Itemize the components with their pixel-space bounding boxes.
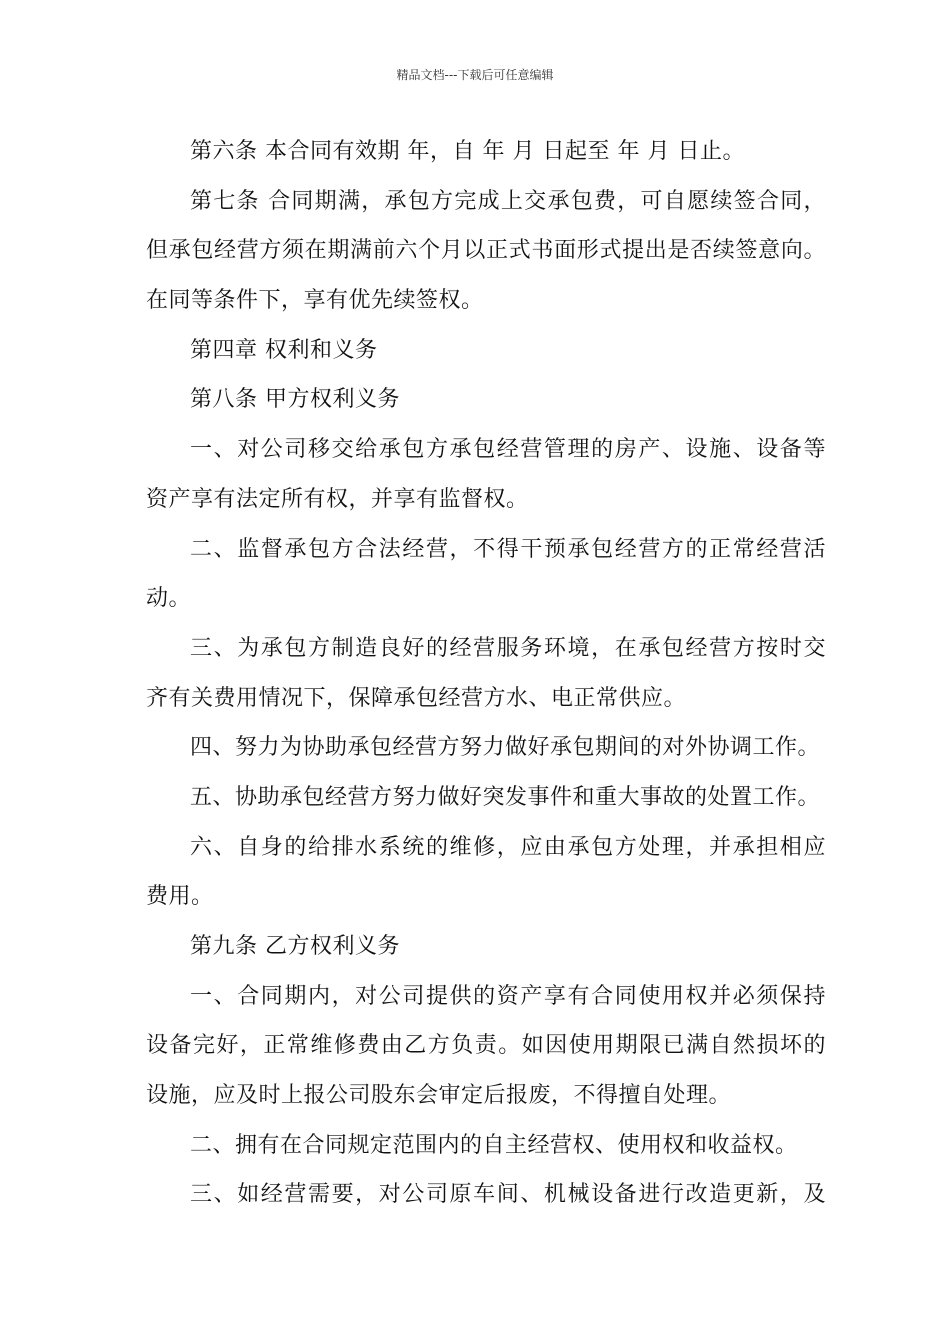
text-line: 资产享有法定所有权，并享有监督权。 xyxy=(146,486,529,512)
text-line: 三、如经营需要，对公司原车间、机械设备进行改造更新，及 xyxy=(190,1182,826,1208)
text-line: 二、监督承包方合法经营，不得干预承包经营方的正常经营活 xyxy=(190,536,826,562)
text-line: 六、自身的给排水系统的维修，应由承包方处理，并承担相应 xyxy=(190,834,826,860)
text-line: 一、对公司移交给承包方承包经营管理的房产、设施、设备等 xyxy=(190,437,826,463)
text-line: 齐有关费用情况下，保障承包经营方水、电正常供应。 xyxy=(146,685,687,711)
article-heading: 第九条 乙方权利义务 xyxy=(190,934,400,959)
page-header: 精品文档---下载后可任意编辑 xyxy=(396,68,554,82)
document-body xyxy=(146,127,826,1220)
text-line: 三、为承包方制造良好的经营服务环境，在承包经营方按时交 xyxy=(190,635,826,661)
text-line: 第七条 合同期满，承包方完成上交承包费，可自愿续签合同， xyxy=(190,188,826,214)
text-line: 费用。 xyxy=(146,884,214,910)
text-line: 在同等条件下，享有优先续签权。 xyxy=(146,288,484,314)
text-line: 动。 xyxy=(146,586,192,612)
text-line: 二、拥有在合同规定范围内的自主经营权、使用权和收益权。 xyxy=(190,1132,798,1158)
text-line: 一、合同期内，对公司提供的资产享有合同使用权并必须保持 xyxy=(190,983,826,1009)
text-line: 五、协助承包经营方努力做好突发事件和重大事故的处置工作。 xyxy=(190,784,821,810)
text-line: 四、努力为协助承包经营方努力做好承包期间的对外协调工作。 xyxy=(190,735,821,761)
chapter-heading: 第四章 权利和义务 xyxy=(190,337,378,363)
text-line: 第六条 本合同有效期 年，自 年 月 日起至 年 月 日止。 xyxy=(190,139,745,164)
text-line: 设备完好，正常维修费由乙方负责。如因使用期限已满自然损坏的 xyxy=(146,1033,826,1059)
text-line: 但承包经营方须在期满前六个月以正式书面形式提出是否续签意向。 xyxy=(146,238,826,264)
text-line: 设施，应及时上报公司股东会审定后报废，不得擅自处理。 xyxy=(146,1083,732,1109)
article-heading: 第八条 甲方权利义务 xyxy=(190,387,400,413)
